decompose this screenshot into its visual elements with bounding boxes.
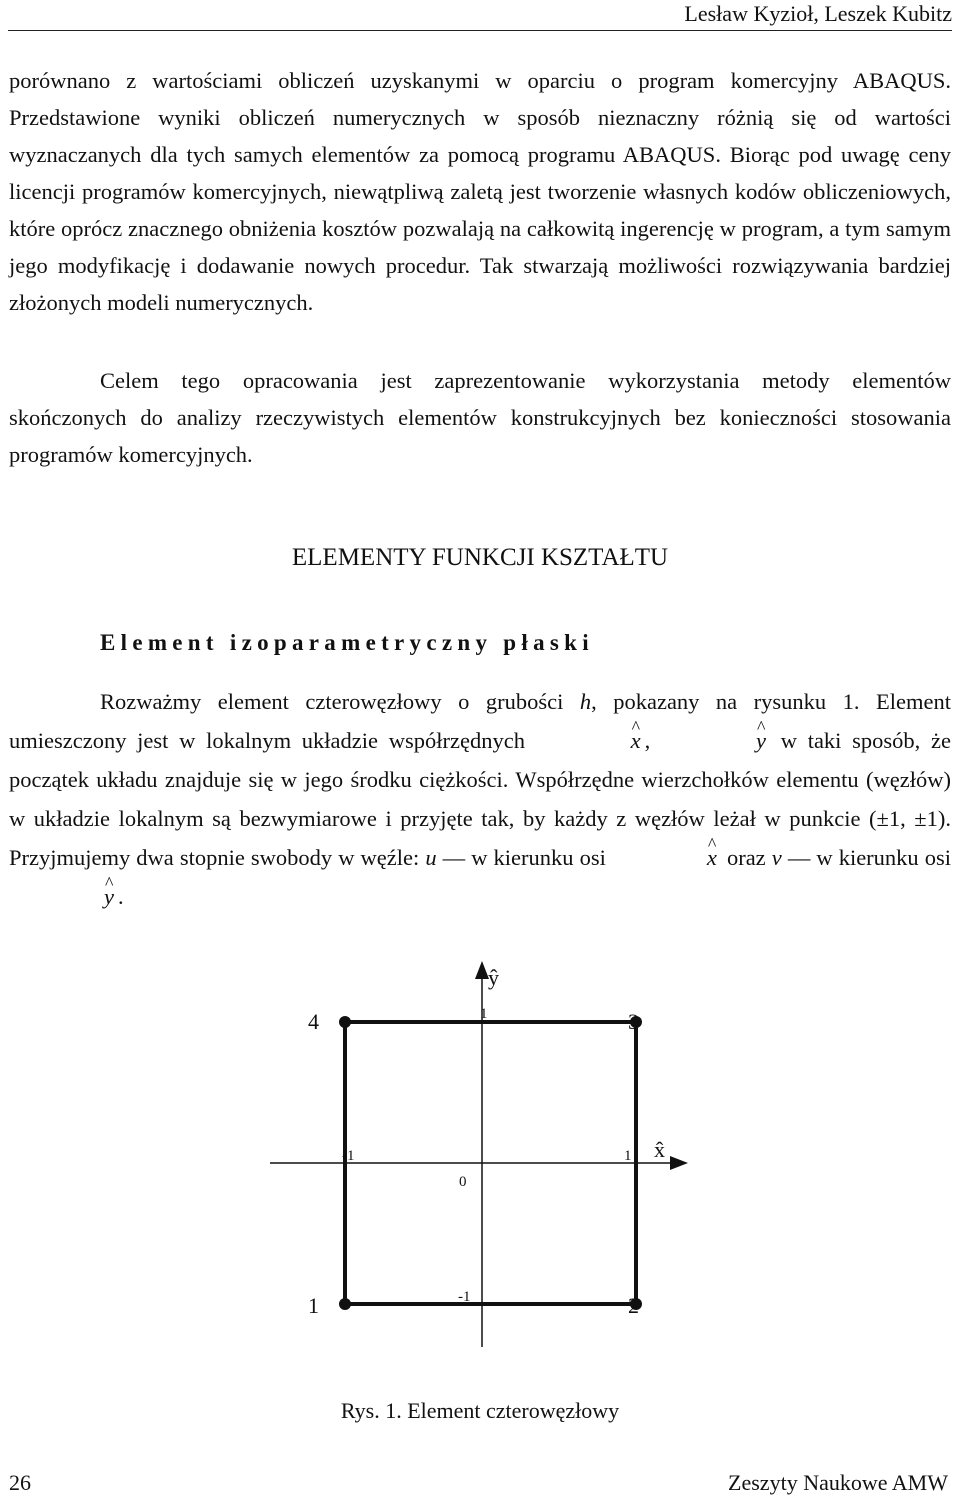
x-hat-symbol-2: ^ x — [612, 838, 721, 877]
node-2-label: 2 — [628, 1293, 639, 1318]
paragraph-3-text-2: , pokazany na rysunku 1. Element umieszczony jest w lokalnym układzie współrzędnych — [9, 689, 952, 753]
paragraph-3 — [9, 682, 951, 916]
node-3-label: 3 — [628, 1009, 639, 1034]
x-axis-arrow — [670, 1156, 688, 1170]
page-header — [8, 0, 952, 31]
journal-name: Zeszyty Naukowe AMW — [728, 1470, 948, 1495]
element-figure — [262, 955, 702, 1365]
symbol-separator: , — [644, 728, 662, 753]
y-hat-symbol: ^ y — [661, 721, 770, 760]
section-title: ELEMENTY FUNKCJI KSZTAŁTU — [291, 544, 669, 571]
figure-caption: Rys. 1. Element czterowęzłowy — [340, 1398, 620, 1423]
paragraph-3-text-3: w taki sposób, że początek układu znajduje się w jego środku ciężkości. Współrzędne wierzchołków elementu (węzłów) w układzie lokalnym są bezwymiarowe i przyjęte tak, by każdy z węzłów leżał w punkcie (±1, ±1). Przyjmujemy dwa stopnie swobody w węźle: — [9, 728, 951, 870]
thickness-symbol: h — [579, 689, 592, 714]
tick-y-pos: 1 — [480, 1006, 488, 1022]
y-axis-arrow — [475, 961, 489, 979]
paragraph-2: Celem tego opracowania jest zaprezentowanie wykorzystania metody elementów skończonych do analizy rzeczywistych elementów konstrukcyjnych bez konieczności stosowania programów komercyjnych. — [9, 368, 951, 467]
origin-label: 0 — [459, 1174, 467, 1190]
paragraph-3-text-5: oraz — [720, 845, 772, 870]
paragraph-3-text-4: — w kierunku osi — [436, 845, 612, 870]
v-symbol: v — [771, 845, 782, 870]
axis-x-label: x̂ — [654, 1137, 665, 1162]
paragraph-3-text-1: Rozważmy element czterowęzłowy o grubości — [100, 689, 580, 714]
u-symbol: u — [425, 845, 437, 870]
node-1-label: 1 — [308, 1293, 319, 1318]
page-number: 26 — [9, 1470, 31, 1495]
node-1-dot — [339, 1298, 351, 1310]
tick-x-neg: -1 — [342, 1148, 355, 1164]
tick-y-neg: -1 — [458, 1289, 471, 1305]
subsection-title: Element izoparametryczny płaski — [100, 630, 594, 655]
x-hat-symbol: ^ x — [536, 721, 645, 760]
header-author: Lesław Kyzioł, Leszek Kubitz — [684, 1, 952, 26]
y-hat-symbol-2: ^ y — [9, 877, 118, 916]
node-4-dot — [339, 1016, 351, 1028]
node-4-label: 4 — [308, 1009, 319, 1034]
paragraph-3-text-6: — w kierunku osi — [781, 845, 951, 870]
paragraph-3-text-7: . — [118, 884, 124, 909]
paragraph-1: porównano z wartościami obliczeń uzyskanymi w oparciu o program komercyjny ABAQUS. Przedstawione wyniki obliczeń numerycznych w sposób nieznaczny różnią się od wartości wyznaczanych dla tych samych elementów za pomocą programu ABAQUS. Biorąc pod uwagę ceny licencji programów komercyjnych, niewątpliwą zaletą jest tworzenie własnych kodów obliczeniowych, które oprócz znacznego obniżenia kosztów pozwalają na całkowitą ingerencję w program, a tym samym jego modyfikację i dodawanie nowych procedur. Tak stwarzają możliwości rozwiązywania bardziej złożonych modeli numerycznych. — [9, 68, 951, 315]
axis-y-label: ŷ — [488, 965, 499, 990]
tick-x-pos: 1 — [624, 1148, 632, 1164]
